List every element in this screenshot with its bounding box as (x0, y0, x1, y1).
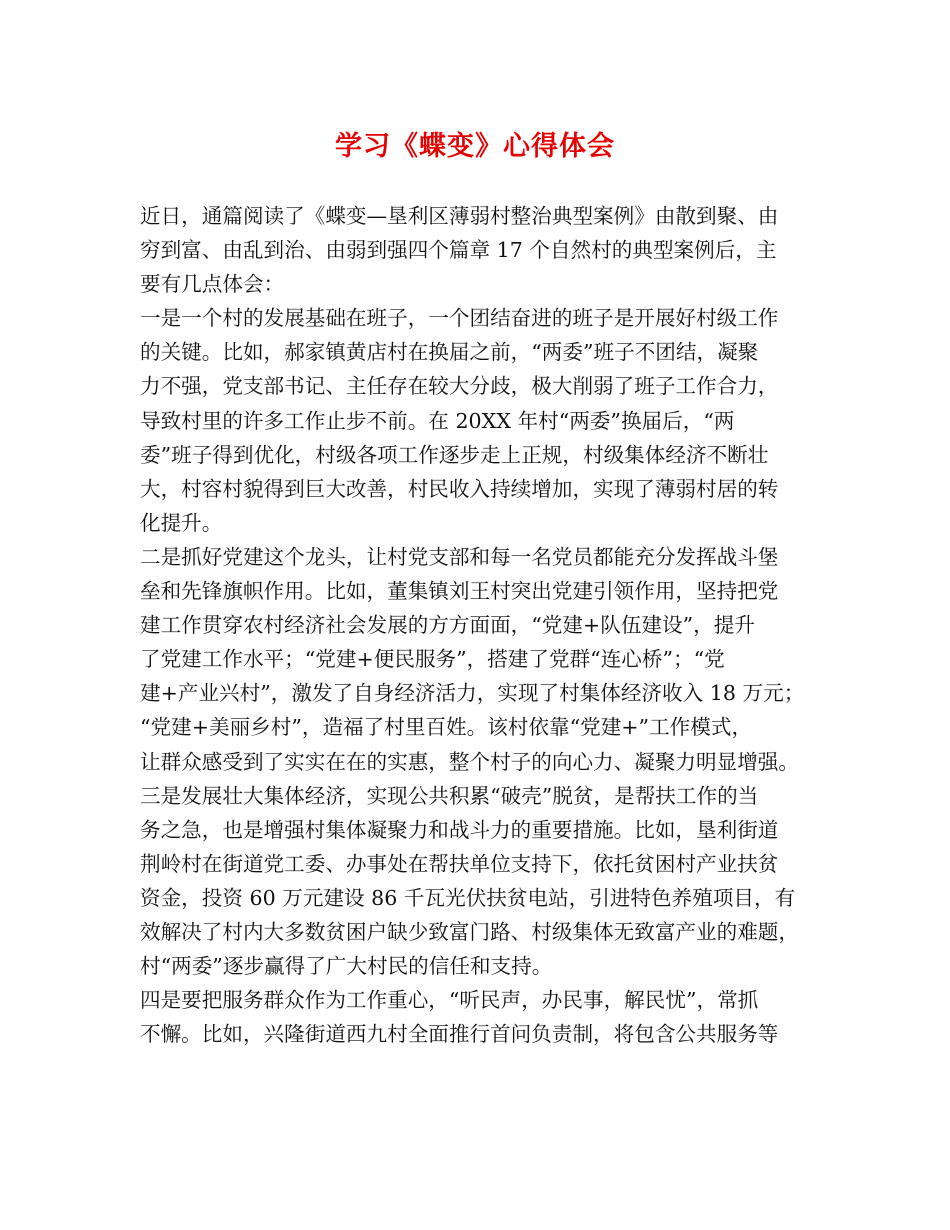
body-line: 垒和先锋旗帜作用。比如，董集镇刘王村突出党建引领作用，坚持把党 (140, 579, 779, 604)
body-line: 委”班子得到优化，村级各项工作逐步走上正规，村级集体经济不断壮 (140, 442, 769, 467)
body-line: 荆岭村在街道党工委、办事处在帮扶单位支持下，依托贫困村产业扶贫 (140, 851, 779, 876)
body-line: 村“两委”逐步赢得了广大村民的信任和支持。 (140, 954, 553, 979)
body-line: 一是一个村的发展基础在班子，一个团结奋进的班子是开展好村级工作 (140, 306, 779, 331)
body-line: 建+产业兴村”，激发了自身经济活力，实现了村集体经济收入 18 万元； (140, 681, 805, 706)
body-line: 的关键。比如，郝家镇黄店村在换届之前，“两委”班子不团结，凝聚 (140, 340, 759, 365)
body-line: 建工作贯穿农村经济社会发展的方方面面，“党建+队伍建设”，提升 (140, 613, 755, 638)
body-line: 力不强，党支部书记、主任存在较大分歧，极大削弱了班子工作合力， (140, 374, 779, 399)
body-line: 近日，通篇阅读了《蝶变—垦利区薄弱村整治典型案例》由散到聚、由 (140, 204, 779, 228)
body-line: 不懈。比如，兴隆街道西九村全面推行首问负责制，将包含公共服务等 (140, 1022, 779, 1047)
body-line: 二是抓好党建这个龙头，让村党支部和每一名党员都能充分发挥战斗堡 (140, 544, 779, 569)
body-line: 导致村里的许多工作止步不前。在 20XX 年村“两委”换届后，“两 (140, 408, 735, 433)
body-line: 化提升。 (140, 510, 223, 535)
document-body (140, 199, 830, 1051)
body-line: 要有几点体会： (140, 272, 285, 297)
body-line: 效解决了村内大多数贫困户缺少致富门路、村级集体无致富产业的难题， (140, 919, 799, 944)
body-line: 务之急，也是增强村集体凝聚力和战斗力的重要措施。比如，垦利街道 (140, 817, 779, 842)
body-line: 让群众感受到了实实在在的实惠，整个村子的向心力、凝聚力明显增强。 (140, 749, 799, 774)
body-line: 三是发展壮大集体经济，实现公共积累“破壳”脱贫，是帮扶工作的当 (140, 783, 759, 808)
body-line: 资金，投资 60 万元建设 86 千瓦光伏扶贫电站，引进特色养殖项目，有 (140, 885, 796, 910)
body-line: 大，村容村貌得到巨大改善，村民收入持续增加，实现了薄弱村居的转 (140, 476, 779, 501)
body-line: “党建+美丽乡村”，造福了村里百姓。该村依靠“党建+”工作模式， (140, 715, 753, 740)
body-line: 了党建工作水平；“党建+便民服务”，搭建了党群“连心桥”；“党 (140, 647, 725, 672)
body-line: 穷到富、由乱到治、由弱到强四个篇章 17 个自然村的典型案例后，主 (140, 238, 777, 263)
document-title: 学习《蝶变》心得体会 (335, 131, 615, 162)
body-line: 四是要把服务群众作为工作重心，“听民声，办民事，解民忧”，常抓 (140, 988, 759, 1013)
